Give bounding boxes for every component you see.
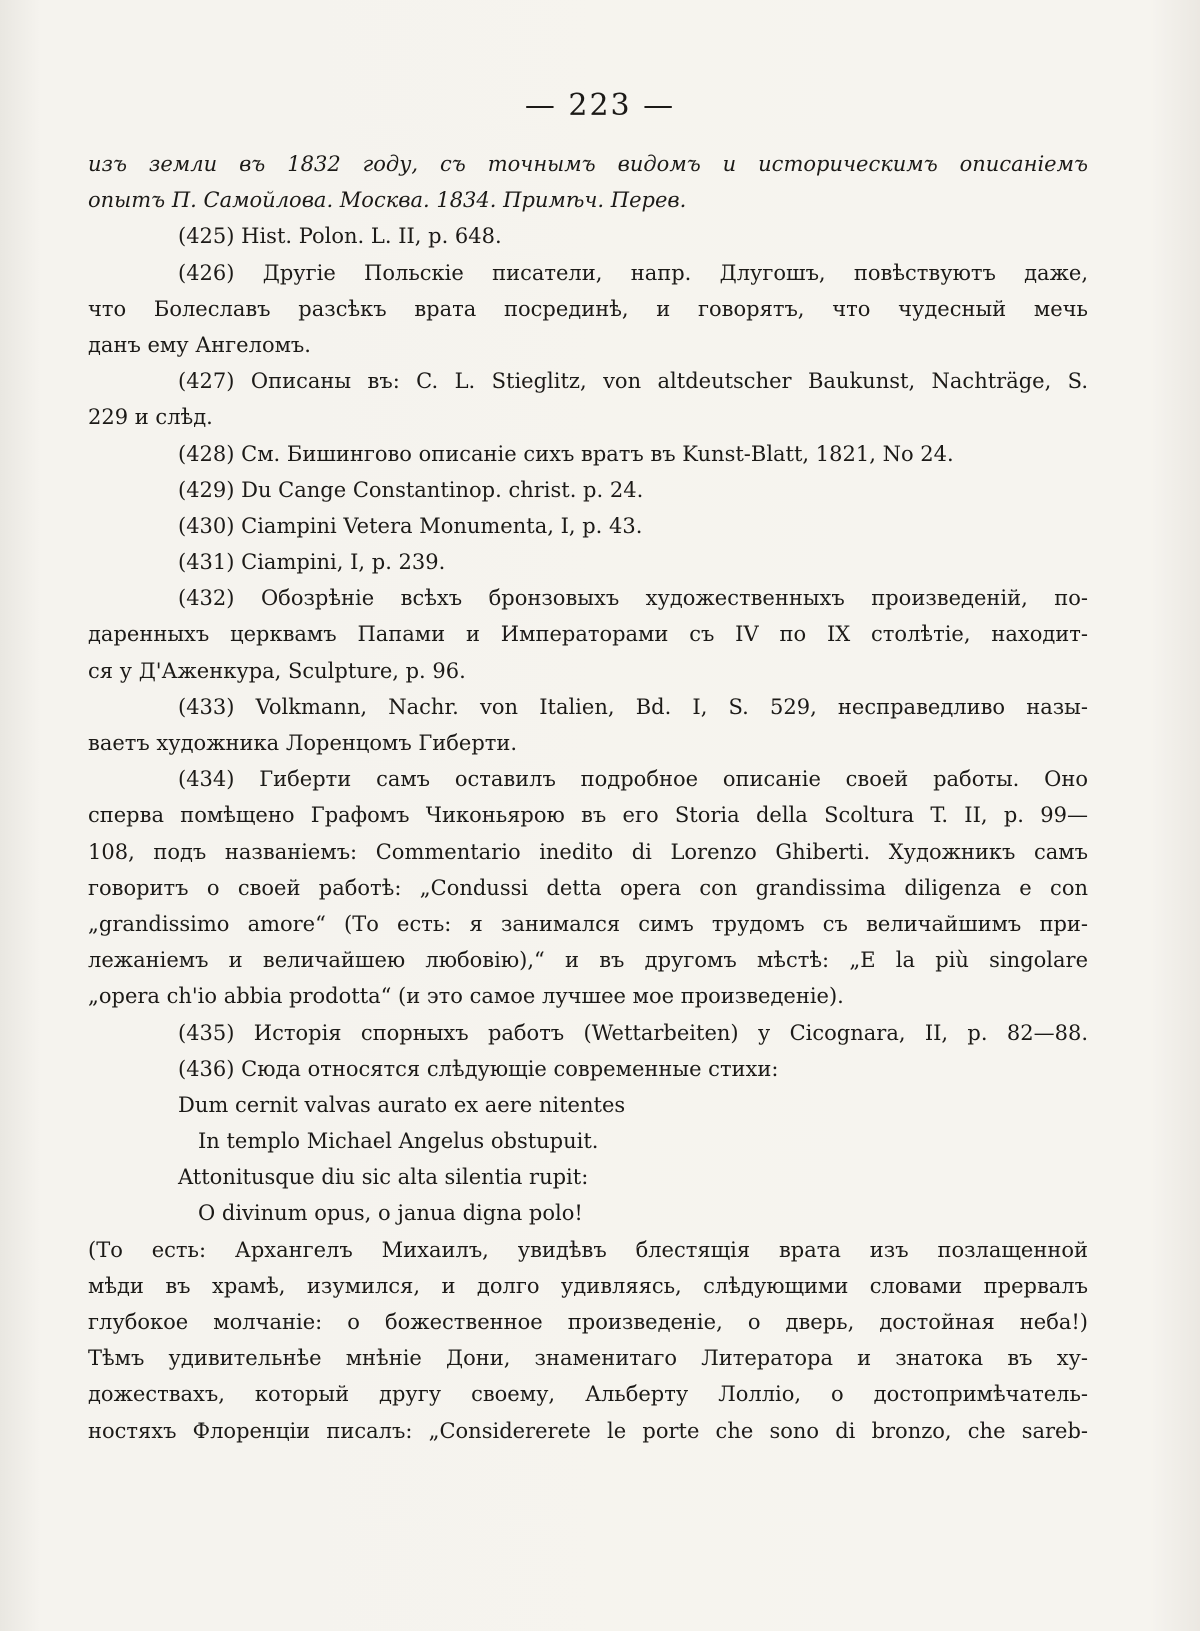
text-line: ностяхъ Флоренціи писалъ: „Considererete le porte che sono di bronzo, che sareb- [88, 1418, 1088, 1443]
text-line: (То есть: Архангелъ Михаилъ, увидѣвъ блестящія врата изъ позлащенной [88, 1237, 1088, 1262]
footnote-427: (427) Описаны въ: C. L. Stieglitz, von altdeutscher Baukunst, Nachträge, S. [178, 369, 1088, 394]
footnote-435: (435) Исторія спорныхъ работъ (Wettarbeiten) у Cicognara, II, p. 82—88. [178, 1020, 1088, 1045]
text-line: что Болеславъ разсѣкъ врата посрединѣ, и говорятъ, что чудесный мечь [88, 296, 1088, 321]
text-line: опытъ П. Самойлова. Москва. 1834. Примѣч. Перев. [88, 188, 687, 213]
text-line: ся у Д'Аженкура, Sculpture, p. 96. [88, 658, 466, 683]
text-line: Тѣмъ удивительнѣе мнѣніе Дони, знаменитаго Литератора и знатока въ ху- [88, 1346, 1088, 1371]
footnote-434: (434) Гиберти самъ оставилъ подробное описаніе своей работы. Оно [178, 767, 1088, 792]
text-line: данъ ему Ангеломъ. [88, 332, 311, 357]
page-text [88, 146, 1088, 1449]
footnote-432: (432) Обозрѣніе всѣхъ бронзовыхъ художественныхъ произведеній, по- [178, 586, 1088, 611]
verse-line: O divinum opus, o janua digna polo! [198, 1201, 583, 1226]
page-number-header: — 223 — [524, 88, 676, 123]
text-line: „grandissimo amore“ (То есть: я занимался симъ трудомъ съ величайшимъ при- [88, 911, 1088, 936]
text-line: сперва помѣщено Графомъ Чиконьярою въ его Storia della Scoltura T. II, p. 99— [88, 803, 1088, 828]
footnote-430: (430) Ciampini Vetera Monumenta, I, p. 43. [178, 513, 643, 538]
text-line: глубокое молчаніе: о божественное произведеніе, о дверь, достойная неба!) [88, 1310, 1088, 1334]
footnote-436: (436) Сюда относятся слѣдующіе современные стихи: [178, 1056, 779, 1081]
text-line: говоритъ о своей работѣ: „Condussi detta opera con grandissima diligenza e con [88, 875, 1088, 900]
text-line: 229 и слѣд. [88, 405, 213, 430]
text-line: изъ земли въ 1832 году, съ точнымъ видомъ и историческимъ описаніемъ [88, 152, 1088, 176]
text-line: даренныхъ церквамъ Папами и Императорами съ IV по IX столѣтіе, находит- [88, 622, 1088, 647]
text-line: ваетъ художника Лоренцомъ Гиберти. [88, 731, 518, 755]
footnote-425: (425) Hist. Polon. L. II, p. 648. [178, 224, 502, 249]
footnote-429: (429) Du Cange Constantinop. christ. p. 24. [178, 477, 644, 502]
footnote-431: (431) Ciampini, I, p. 239. [178, 550, 446, 575]
text-line: дожествахъ, который другу своему, Альберту Лолліо, о достопримѣчатель- [88, 1382, 1088, 1407]
verse-line: Attonitusque diu sic alta silentia rupit: [178, 1165, 589, 1190]
footnote-428: (428) См. Бишингово описаніе сихъ вратъ въ Kunst-Blatt, 1821, No 24. [178, 441, 954, 466]
text-line: 108, подъ названіемъ: Commentario inedito di Lorenzo Ghiberti. Художникъ самъ [88, 839, 1088, 864]
footnote-426: (426) Другіе Польскіе писатели, напр. Длугошъ, повѣствуютъ даже, [178, 260, 1088, 285]
text-line: „opera ch'io abbia prodotta“ (и это самое лучшее мое произведеніе). [88, 984, 844, 1009]
text-line: мѣди въ храмѣ, изумился, и долго удивляясь, слѣдующими словами прервалъ [88, 1273, 1088, 1298]
text-line: лежаніемъ и величайшею любовію),“ и въ другомъ мѣстѣ: „E la più singolare [88, 948, 1088, 973]
verse-line: In templo Michael Angelus obstupuit. [198, 1129, 599, 1154]
verse-line: Dum cernit valvas aurato ex aere nitentes [178, 1092, 626, 1117]
footnote-433: (433) Volkmann, Nachr. von Italien, Bd. I, S. 529, несправедливо назы- [178, 694, 1088, 719]
